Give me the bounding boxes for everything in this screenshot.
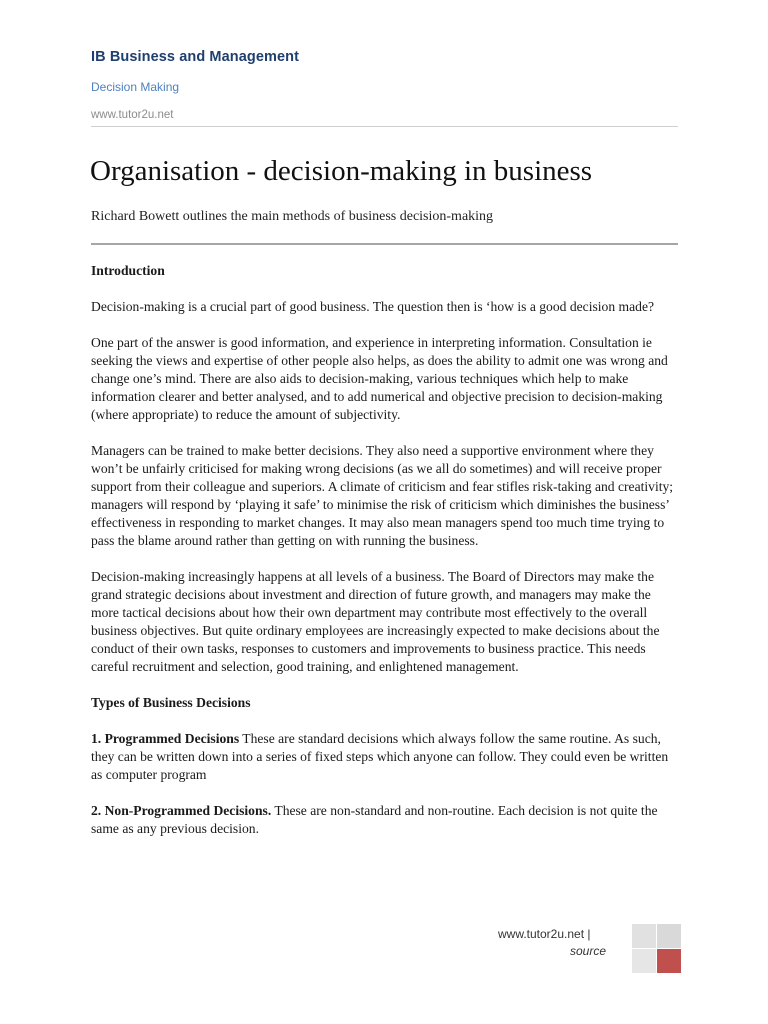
decision-type-item xyxy=(91,802,681,838)
paragraph: Managers can be trained to make better decisions. They also need a supportive environment where they won’t be unfairly criticised for making wrong decisions (as we all do sometimes) and will receive proper support from their colleague and superiors. A climate of criticism and fear stifles risk-taking and creativity; managers will respond by ‘playing it safe’ to minimise the risk of criticism which diminishes the business’ effectiveness in responding to market changes. It may also mean managers spend too much time trying to pass the blame around rather than getting on with running the business. xyxy=(91,443,674,548)
types-heading: Types of Business Decisions xyxy=(91,695,251,710)
header-divider xyxy=(91,126,678,127)
header-course-title: IB Business and Management xyxy=(91,49,300,65)
footer-logo-square xyxy=(632,924,656,948)
document-body xyxy=(91,262,681,838)
document-title: Organisation - decision-making in business xyxy=(90,155,593,187)
footer-logo-square xyxy=(657,924,681,948)
footer-source: source xyxy=(569,944,606,958)
header-topic: Decision Making xyxy=(91,80,180,94)
footer-url: www.tutor2u.net | xyxy=(498,927,591,941)
introduction-heading: Introduction xyxy=(91,263,165,278)
footer-logo-accent-square xyxy=(657,949,681,973)
decision-type-label: 2. Non-Programmed Decisions. xyxy=(91,803,272,818)
paragraph: One part of the answer is good information, and experience in interpreting information. Consultation ie seeking the views and expertise of other people also helps, as does the ability to admit one was wrong and change one’s mind. There are also aids to decision-making, various techniques which help to make information clearer and better analysed, and to add numerical and objective precision to decision-making (where appropriate) to reduce the amount of subjectivity. xyxy=(91,335,668,422)
title-divider xyxy=(91,243,678,245)
paragraph: Decision-making increasingly happens at all levels of a business. The Board of Directors may make the grand strategic decisions about investment and direction of future growth, and managers may make the more tactical decisions about how their own department may contribute most effectively to the overall business objectives. But quite ordinary employees are increasingly expected to make decisions about the conduct of their own tasks, responses to customers and improvements to business practice. This needs careful recruitment and selection, good training, and enlightened management. xyxy=(91,569,660,674)
decision-type-text: These are standard decisions which always follow the same routine. As such, they can be written down into a series of fixed steps which anyone can follow. They could even be written as computer program xyxy=(91,731,669,782)
paragraph: Decision-making is a crucial part of good business. The question then is ‘how is a good decision made? xyxy=(91,299,655,314)
decision-type-label: 1. Programmed Decisions xyxy=(91,731,240,746)
footer-logo-square xyxy=(632,949,656,973)
decision-type-text: These are non-standard and non-routine. Each decision is not quite the same as any previous decision. xyxy=(91,803,658,836)
document-byline: Richard Bowett outlines the main methods of business decision-making xyxy=(91,209,494,224)
decision-type-item xyxy=(91,730,681,784)
header-url: www.tutor2u.net xyxy=(91,109,174,121)
